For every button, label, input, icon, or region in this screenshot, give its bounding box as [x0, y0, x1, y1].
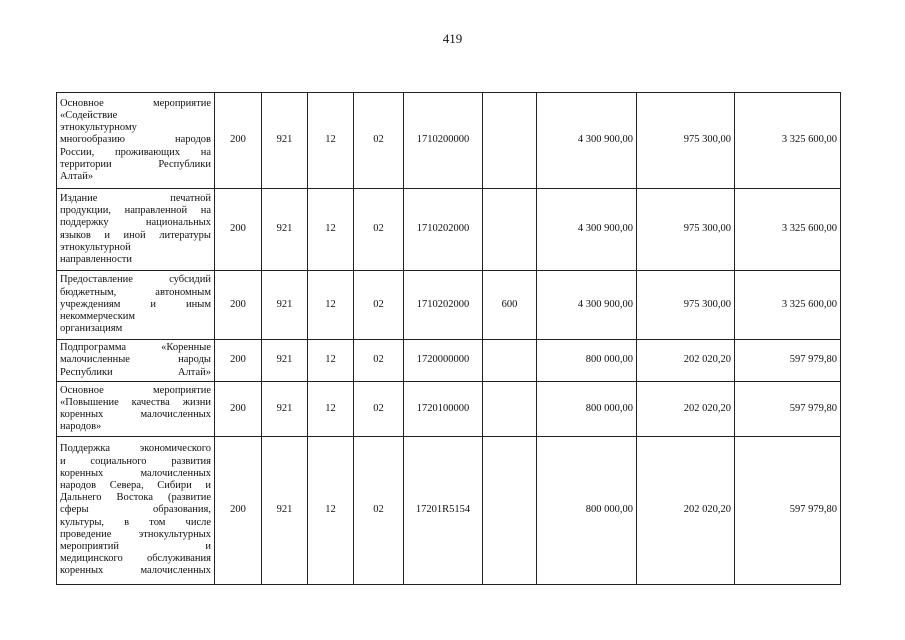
row-name-line: малочисленные народы	[60, 354, 211, 366]
sum-rest-cell: 3 325 600,00	[735, 271, 841, 340]
section-cell: 12	[308, 93, 354, 189]
sum-exec-cell: 975 300,00	[637, 189, 735, 271]
row-name-line: Основное мероприятие	[60, 97, 211, 109]
row-name-cell	[57, 189, 215, 271]
ved-cell: 200	[215, 437, 262, 585]
section-cell: 12	[308, 382, 354, 437]
row-name-line: некоммерческим	[60, 311, 136, 323]
subsection-cell: 02	[354, 189, 404, 271]
row-name-line: народов»	[60, 421, 102, 433]
row-name-cell	[57, 271, 215, 340]
sum-exec-cell: 202 020,20	[637, 340, 735, 382]
expense-type-cell	[483, 382, 537, 437]
ved-cell: 200	[215, 189, 262, 271]
row-name-line: учреждениям и иным	[60, 298, 211, 310]
table-body	[57, 93, 841, 585]
sum-exec-cell: 202 020,20	[637, 437, 735, 585]
row-name-line: этнокультурному	[60, 122, 137, 134]
row-name-line: коренных малочисленных	[60, 409, 211, 420]
row-name-line: языков и иной литературы	[60, 229, 211, 241]
target-article-cell: 1720000000	[404, 340, 483, 382]
section-cell: 12	[308, 189, 354, 271]
ved-cell: 200	[215, 340, 262, 382]
table-row	[57, 93, 841, 189]
row-name-line: Алтай»	[60, 171, 94, 182]
row-name-line: сферы образования,	[60, 504, 211, 516]
expense-type-cell	[483, 437, 537, 585]
table-row	[57, 340, 841, 382]
expense-type-cell	[483, 93, 537, 189]
row-name-line: Предоставление субсидий	[60, 274, 211, 286]
sum-rest-cell: 597 979,80	[735, 437, 841, 585]
row-name-line: многообразию народов	[60, 134, 211, 146]
sum-rest-cell: 597 979,80	[735, 382, 841, 437]
sum-total-cell: 4 300 900,00	[537, 271, 637, 340]
sum-exec-cell: 975 300,00	[637, 93, 735, 189]
ved-cell: 200	[215, 93, 262, 189]
ved-cell: 200	[215, 271, 262, 340]
row-name-line: культуры, в том числе	[60, 516, 211, 528]
grbs-cell: 921	[262, 189, 308, 271]
sum-total-cell: 4 300 900,00	[537, 189, 637, 271]
sum-total-cell: 4 300 900,00	[537, 93, 637, 189]
subsection-cell: 02	[354, 382, 404, 437]
row-name-line: мероприятий и	[60, 541, 211, 552]
row-name-line: направленности	[60, 253, 133, 265]
row-name-line: бюджетным, автономным	[60, 286, 211, 298]
section-cell: 12	[308, 340, 354, 382]
subsection-cell: 02	[354, 340, 404, 382]
grbs-cell: 921	[262, 437, 308, 585]
row-name-line: Издание печатной	[60, 192, 211, 204]
row-name-line: этнокультурной	[60, 241, 131, 253]
row-name-line: народов Севера, Сибири и	[60, 479, 211, 491]
table-row	[57, 271, 841, 340]
row-name-line: России, проживающих на	[60, 146, 211, 158]
row-name-line: и социального развития	[60, 455, 211, 467]
table-row	[57, 189, 841, 271]
row-name-line: медицинского обслуживания	[60, 553, 211, 565]
sum-exec-cell: 202 020,20	[637, 382, 735, 437]
budget-table	[56, 92, 841, 585]
row-name-line: Основное мероприятие	[60, 384, 211, 396]
target-article-cell: 17201R5154	[404, 437, 483, 585]
row-name-line: Подпрограмма «Коренные	[60, 342, 211, 354]
row-name-line: «Содействие	[60, 109, 118, 121]
sum-rest-cell: 597 979,80	[735, 340, 841, 382]
subsection-cell: 02	[354, 271, 404, 340]
row-name-cell	[57, 93, 215, 189]
target-article-cell: 1710202000	[404, 271, 483, 340]
row-name-line: организациям	[60, 323, 123, 335]
table-row	[57, 382, 841, 437]
grbs-cell: 921	[262, 93, 308, 189]
sum-exec-cell: 975 300,00	[637, 271, 735, 340]
section-cell: 12	[308, 271, 354, 340]
grbs-cell: 921	[262, 271, 308, 340]
sum-total-cell: 800 000,00	[537, 437, 637, 585]
subsection-cell: 02	[354, 437, 404, 585]
row-name-line: Республики Алтай»	[60, 366, 211, 378]
ved-cell: 200	[215, 382, 262, 437]
row-name-line: Дальнего Востока (развитие	[60, 492, 211, 504]
expense-type-cell	[483, 189, 537, 271]
grbs-cell: 921	[262, 382, 308, 437]
expense-type-cell: 600	[483, 271, 537, 340]
section-cell: 12	[308, 437, 354, 585]
row-name-line: Поддержка экономического	[60, 443, 211, 455]
row-name-line: коренных малочисленных	[60, 467, 211, 479]
row-name-line: «Повышение качества жизни	[60, 396, 211, 408]
row-name-cell	[57, 382, 215, 437]
row-name-cell	[57, 340, 215, 382]
subsection-cell: 02	[354, 93, 404, 189]
sum-total-cell: 800 000,00	[537, 340, 637, 382]
sum-rest-cell: 3 325 600,00	[735, 189, 841, 271]
target-article-cell: 1710200000	[404, 93, 483, 189]
row-name-line: продукции, направленной на	[60, 205, 211, 217]
target-article-cell: 1710202000	[404, 189, 483, 271]
row-name-line: поддержку национальных	[60, 217, 211, 229]
row-name-cell	[57, 437, 215, 585]
sum-total-cell: 800 000,00	[537, 382, 637, 437]
sum-rest-cell: 3 325 600,00	[735, 93, 841, 189]
target-article-cell: 1720100000	[404, 382, 483, 437]
row-name-line: территории Республики	[60, 158, 211, 170]
table-row	[57, 437, 841, 585]
expense-type-cell	[483, 340, 537, 382]
page-number: 419	[442, 31, 463, 46]
grbs-cell: 921	[262, 340, 308, 382]
row-name-line: проведение этнокультурных	[60, 528, 211, 540]
row-name-line: коренных малочисленных	[60, 565, 211, 577]
